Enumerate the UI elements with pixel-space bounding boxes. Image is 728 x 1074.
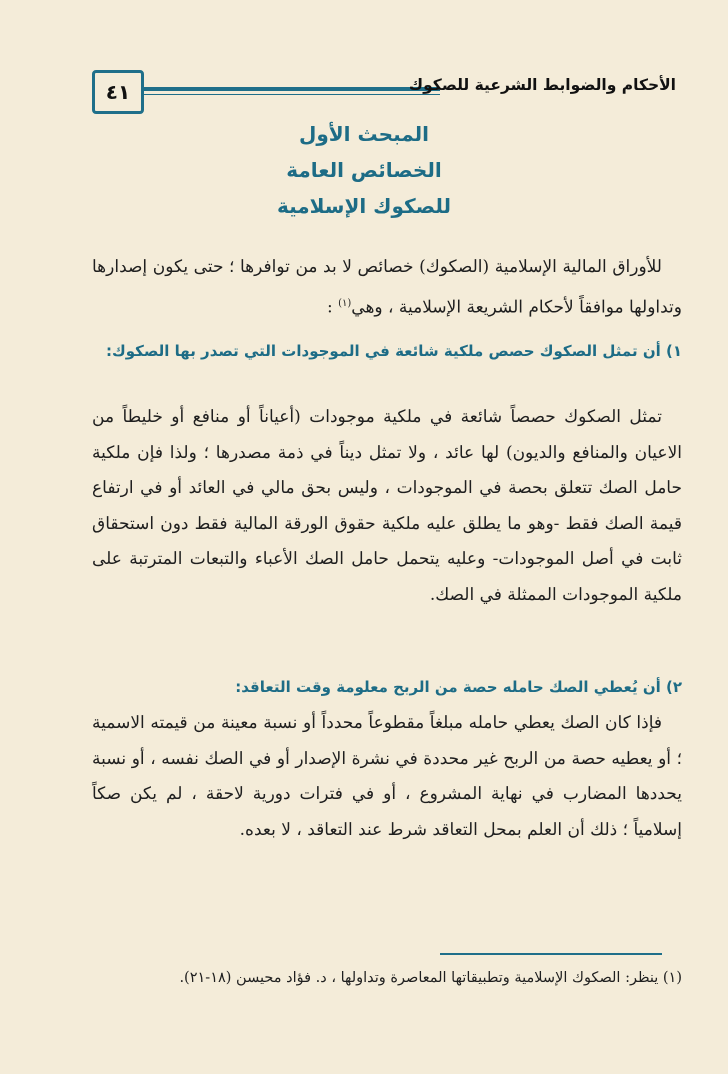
page-header [92,68,676,114]
intro-tail: : [326,297,339,318]
footnote-rule [440,953,662,955]
header-rule-thin [142,94,440,95]
point-1-paragraph [92,400,682,613]
footnote-ref: (١) [338,297,352,309]
section-heading: الخصائص العامة [286,158,442,182]
point-2-heading: ٢) أن يُعطي الصك حامله حصة من الربح معلومة وقت التعاقد: [235,678,682,696]
section-subheading: للصكوك الإسلامية [276,194,452,218]
section-title: المبحث الأول [298,122,430,146]
point-2-paragraph [92,706,682,848]
intro-text: للأوراق المالية الإسلامية (الصكوك) خصائص لا بد من توافرها ؛ حتى يكون إصدارها وتداولها موافقاً لأحكام الشريعة الإسلامية ، وهي [92,257,682,318]
section-titles [0,116,728,224]
intro-paragraph [92,250,682,326]
point-2-text: فإذا كان الصك يعطي حامله مبلغاً مقطوعاً محدداً أو نسبة معينة من قيمته الاسمية ؛ أو يعطيه حصة من الربح غير محددة في نشرة الإصدار أو في الصك نفسه ، أو نسبة يحددها المضارب في نهاية المشروع ، أو في فترات دورية لاحقة ، لم يكن صكاً إسلامياً ؛ ذلك أن العلم بمحل التعاقد شرط عند التعاقد ، لا بعده. [92,713,682,840]
page-number: ٤١ [92,70,144,114]
footnote: (١) ينظر: الصكوك الإسلامية وتطبيقاتها المعاصرة وتداولها ، د. فؤاد محيسن (١٨-٢١). [179,970,682,986]
point-1-text: تمثل الصكوك حصصاً شائعة في ملكية موجودات (أعياناً أو منافع أو خليطاً من الاعيان والمنافع والديون) لها عائد ، ولا تمثل ديناً في ذمة مصدرها ؛ ولذا فإن ملكية حامل الصك تتعلق بحصة في الموجودات ، وليس بحق مالي في العائد أو في ارتفاع قيمة الصك فقط -وهو ما يطلق عليه ملكية حقوق الورقة المالية فقط دون استحقاق ثابت في أصل الموجودات- وعليه يتحمل حامل الصك الأعباء والتبعات المترتبة على ملكية الموجودات الممثلة في الصك. [92,407,682,605]
header-rule [142,87,440,91]
running-title: الأحكام والضوابط الشرعية للصكوك [408,76,676,94]
point-1-heading: ١) أن تمثل الصكوك حصص ملكية شائعة في الموجودات التي تصدر بها الصكوك: [106,342,682,360]
